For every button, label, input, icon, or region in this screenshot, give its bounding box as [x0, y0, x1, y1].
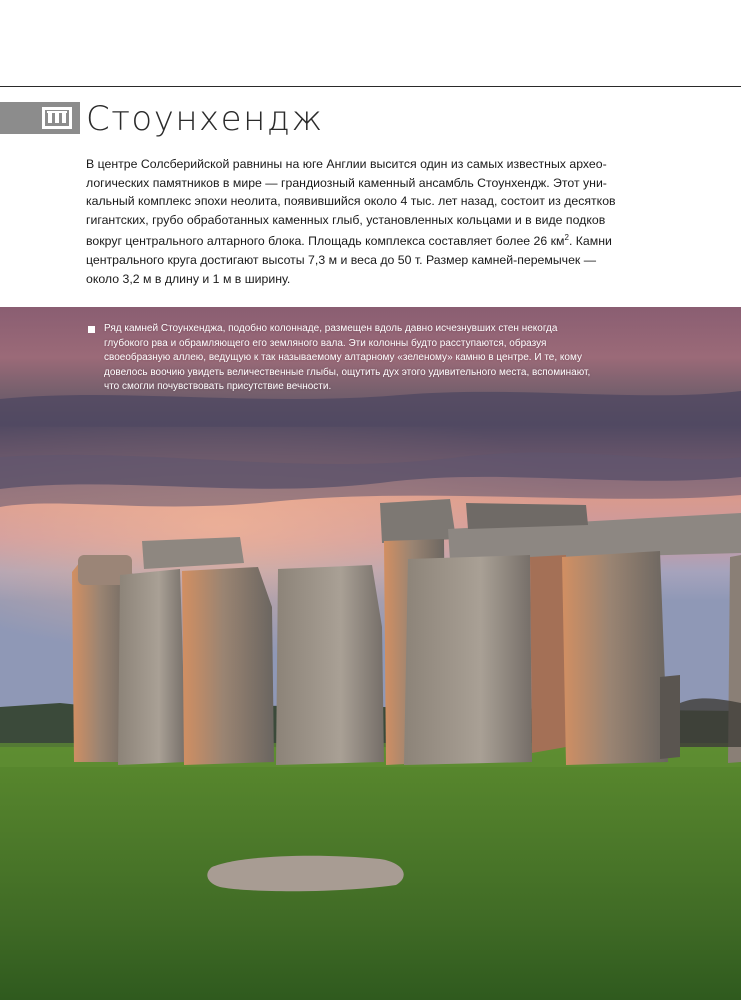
intro-text: . Камни [568, 234, 612, 249]
intro-paragraph [86, 155, 674, 288]
intro-line [86, 229, 674, 251]
intro-line: кальный комплекс эпохи неолита, появившийся около 4 тыс. лет назад, состоит из десятков [86, 194, 616, 209]
intro-line: гигантских, грубо обработанных каменных глыб, установленных кольцами и в виде подков [86, 212, 606, 227]
caption-line: своеобразную аллею, ведущую к так называемому алтарному «зеленому» камню в центре. И те, кому [104, 352, 582, 364]
intro-text: вокруг центрального алтарного блока. Площадь комплекса составляет более 26 км [86, 234, 565, 249]
intro-line: логических памятников в мире — грандиозный каменный ансамбль Стоунхендж. Этот уни- [86, 175, 607, 190]
caption-bullet [88, 326, 95, 333]
caption-line: что смогли почувствовать присутствие вечности. [104, 381, 332, 393]
intro-line: центрального круга достигают высоты 7,3 м и веса до 50 т. Размер камней-перемычек — [86, 253, 597, 268]
photo-caption [104, 322, 684, 395]
superscript: 2 [564, 233, 569, 243]
top-rule [0, 86, 741, 87]
intro-line: около 3,2 м в длину и 1 м в ширину. [86, 271, 291, 286]
intro-line: В центре Солсберийской равнины на юге Англии высится один из самых известных архео- [86, 157, 607, 171]
caption-line: глубокого рва и обрамляющего его земляного вала. Эти колонны будто расступаются, образуя [104, 337, 547, 349]
stonehenge-photo [0, 307, 741, 1000]
caption-line: довелось воочию увидеть величественные глыбы, ощутить дух этого удивительного места, вспоминают, [104, 366, 591, 378]
monument-icon [40, 104, 74, 132]
caption-line: Ряд камней Стоунхенджа, подобно колоннаде, размещен вдоль давно исчезнувших стен некогда [104, 323, 558, 334]
page-title: Стоунхендж [86, 99, 324, 139]
